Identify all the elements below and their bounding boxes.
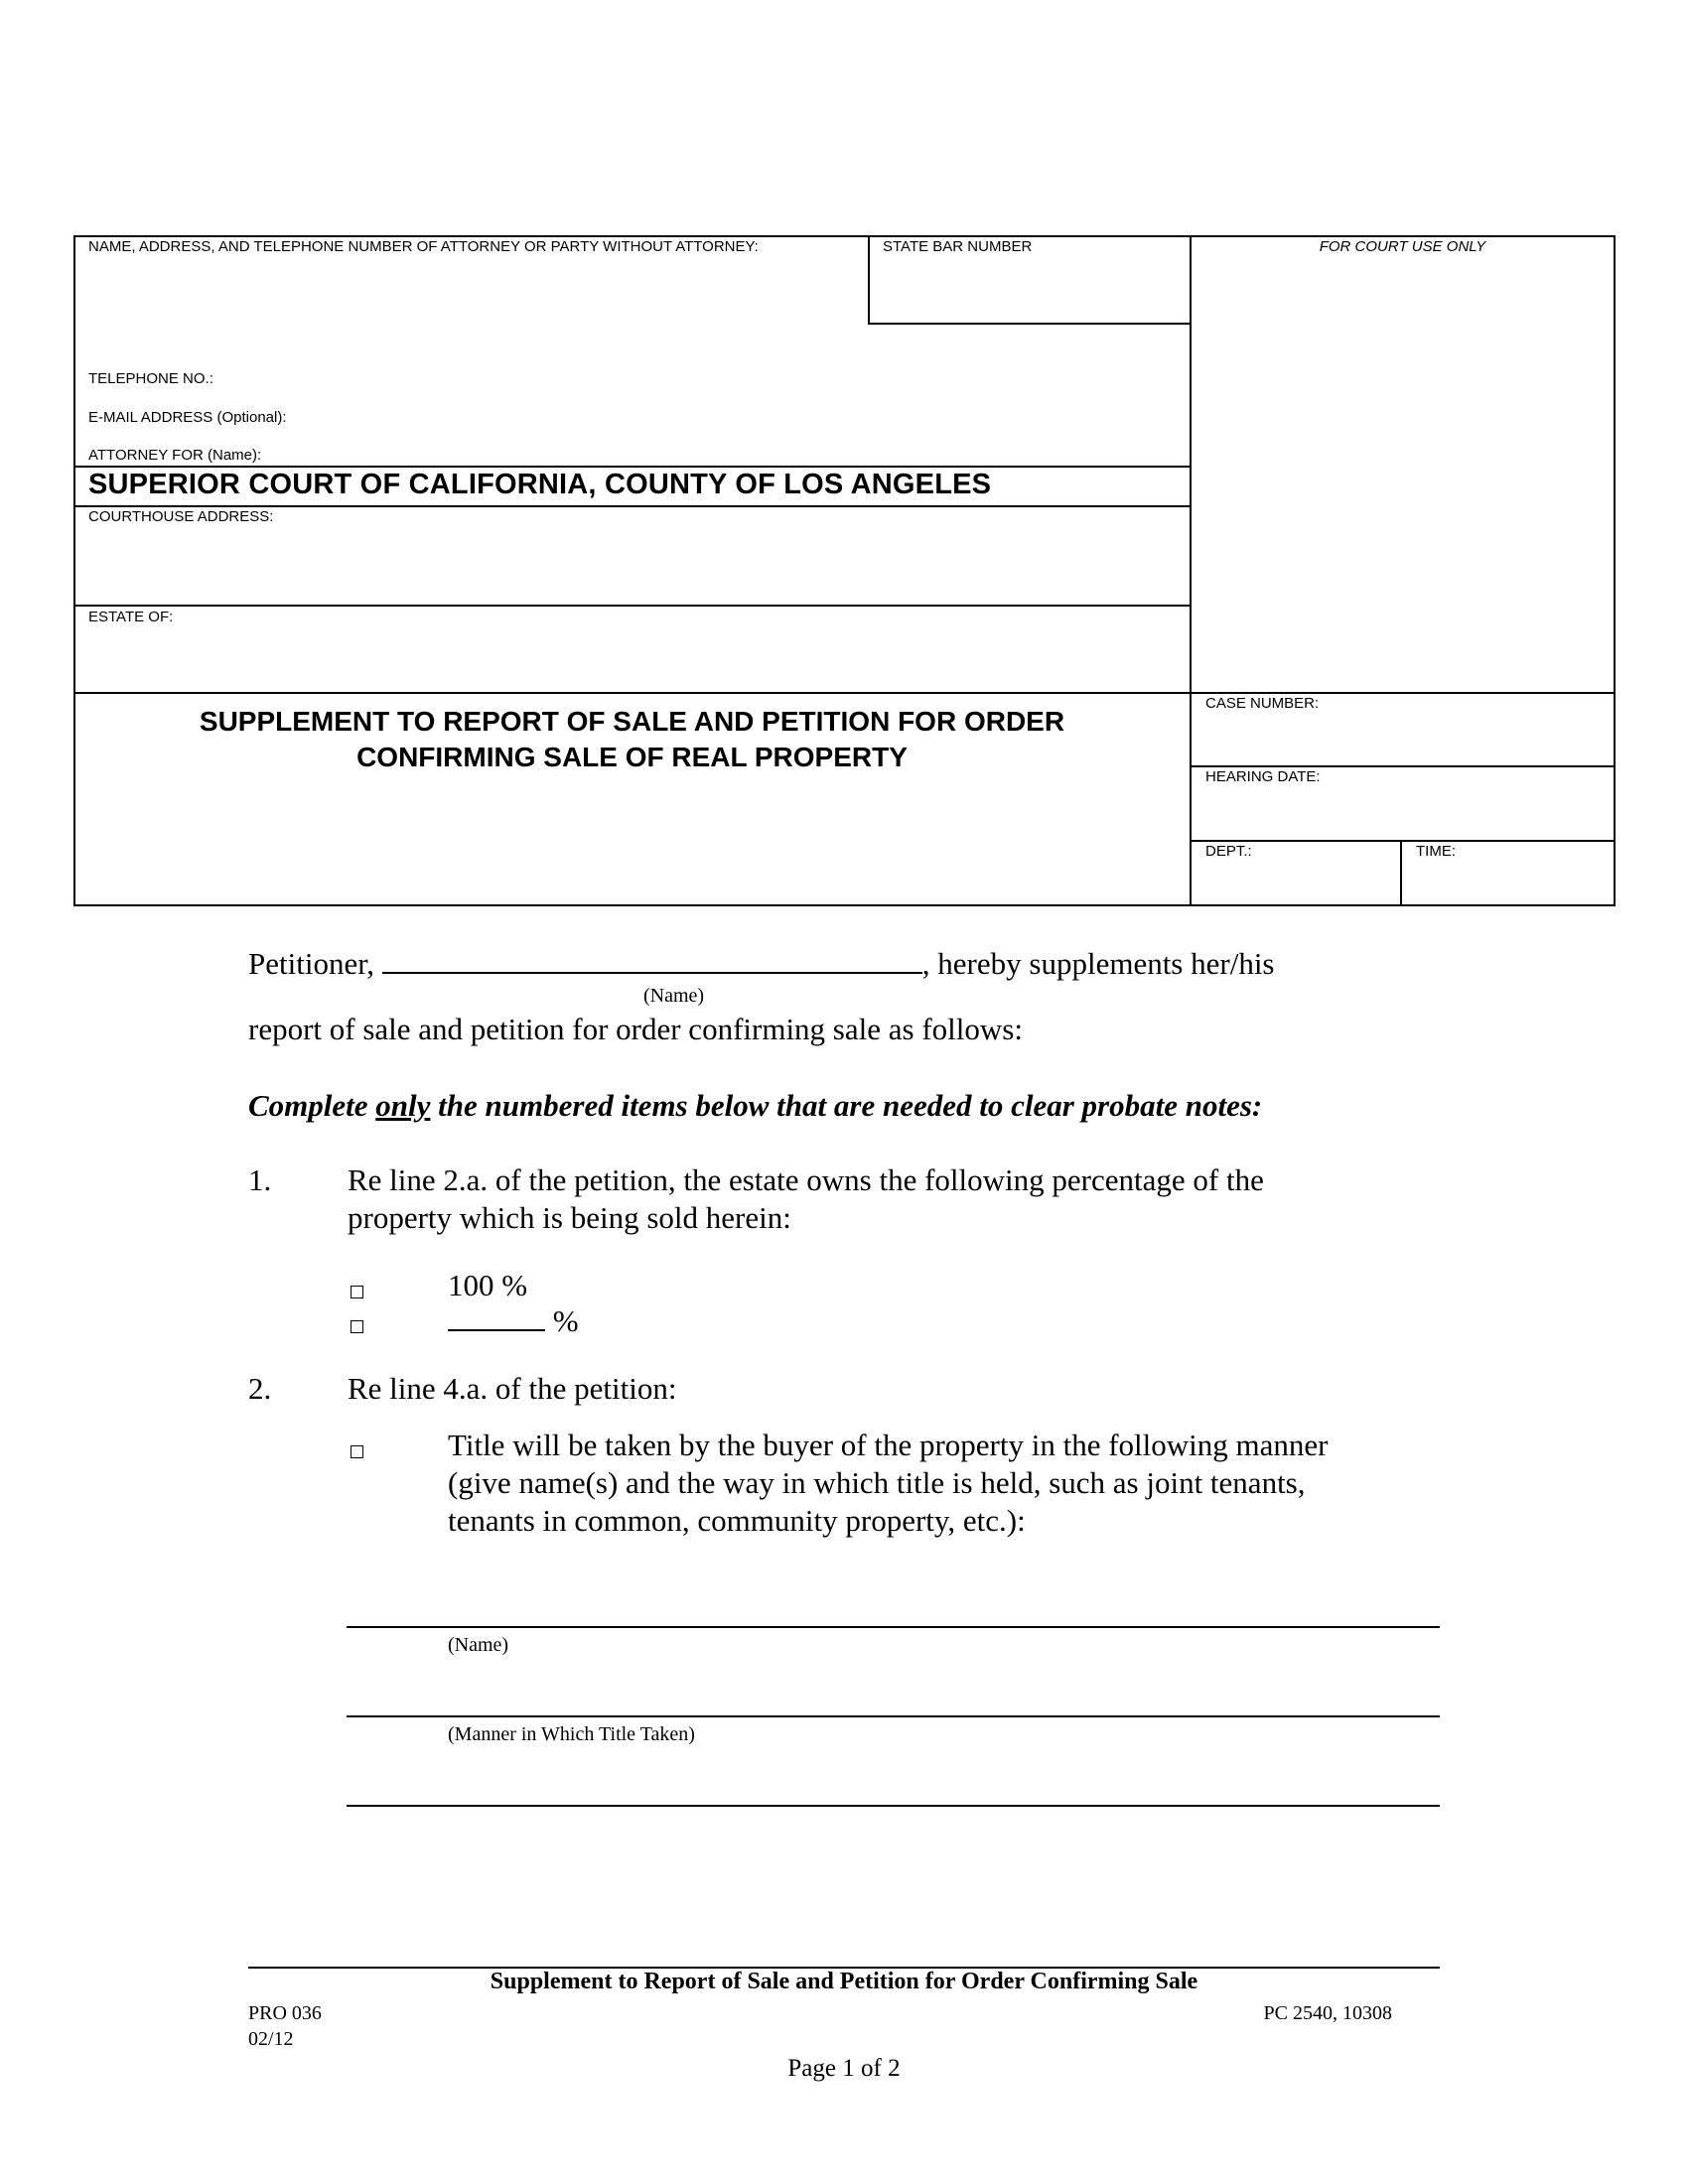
hearing-date-label: HEARING DATE: — [1205, 768, 1321, 785]
buyer-name-field[interactable] — [347, 1626, 1440, 1628]
title-manner-field[interactable] — [347, 1715, 1440, 1717]
item1-other-percent-checkbox[interactable] — [351, 1320, 363, 1333]
item1-line2: property which is being sold herein: — [348, 1200, 791, 1235]
petitioner-suffix: , hereby supplements her/his — [921, 946, 1275, 981]
footer-form-date: 02/12 — [248, 2028, 294, 2050]
state-bar-divider — [868, 235, 870, 324]
petitioner-line — [248, 945, 1275, 983]
petitioner-prefix: Petitioner, — [248, 946, 375, 981]
attorney-header-label: NAME, ADDRESS, AND TELEPHONE NUMBER OF ATTORNEY OR PARTY WITHOUT ATTORNEY: — [88, 238, 759, 255]
case-number-label: CASE NUMBER: — [1205, 695, 1320, 712]
state-bar-label: STATE BAR NUMBER — [883, 238, 1033, 255]
buyer-name-caption: (Name) — [448, 1634, 509, 1656]
footer-code-refs: PC 2540, 10308 — [1263, 2002, 1392, 2024]
footer-title: Supplement to Report of Sale and Petition for Order Confirming Sale — [490, 1969, 1198, 1994]
instruction-text — [248, 1087, 1262, 1125]
item2-check-line3: tenants in common, community property, etc.): — [448, 1503, 1026, 1538]
dept-label: DEPT.: — [1205, 843, 1252, 860]
form-title-line2: CONFIRMING SALE OF REAL PROPERTY — [356, 742, 908, 772]
item1-other-percent-line — [448, 1302, 579, 1340]
item1-100-percent-checkbox[interactable] — [351, 1286, 363, 1298]
item1-number: 1. — [248, 1162, 272, 1197]
item2-check-line1: Title will be taken by the buyer of the property in the following manner — [448, 1428, 1329, 1462]
footer-page-number: Page 1 of 2 — [787, 2055, 901, 2082]
instruction-post: the numbered items below that are needed to clear probate notes: — [430, 1088, 1263, 1123]
instruction-pre: Complete — [248, 1088, 376, 1123]
form-title-line1: SUPPLEMENT TO REPORT OF SALE AND PETITION FOR ORDER — [199, 706, 1065, 737]
title-manner-caption: (Manner in Which Title Taken) — [448, 1723, 695, 1745]
court-use-divider — [1190, 235, 1192, 906]
state-bar-bottom — [868, 323, 1191, 325]
court-name-top-rule — [73, 466, 1191, 468]
time-label: TIME: — [1416, 843, 1456, 860]
petitioner-line-2: report of sale and petition for order confirming sale as follows: — [248, 1012, 1023, 1046]
estate-top-rule — [73, 605, 1191, 607]
item1-percent-sign: % — [552, 1303, 579, 1338]
petitioner-name-field[interactable] — [382, 946, 922, 974]
courthouse-address-label: COURTHOUSE ADDRESS: — [88, 508, 274, 525]
footer-form-number: PRO 036 — [248, 2002, 322, 2024]
item1-line1: Re line 2.a. of the petition, the estate owns the following percentage of the — [348, 1162, 1264, 1197]
instruction-only: only — [375, 1088, 431, 1123]
court-name: SUPERIOR COURT OF CALIFORNIA, COUNTY OF LOS ANGELES — [88, 469, 992, 500]
caption-box — [73, 235, 1616, 906]
hearing-date-top-rule — [1190, 765, 1616, 767]
estate-of-label: ESTATE OF: — [88, 609, 174, 625]
court-use-label: FOR COURT USE ONLY — [1319, 238, 1486, 255]
title-top-rule — [73, 692, 1616, 694]
email-label: E-MAIL ADDRESS (Optional): — [88, 409, 287, 426]
item1-100-percent-label: 100 % — [448, 1268, 528, 1302]
item1-percent-field[interactable] — [448, 1303, 545, 1331]
title-manner-field-2[interactable] — [347, 1805, 1440, 1807]
item2-title-checkbox[interactable] — [351, 1445, 363, 1458]
petitioner-name-caption: (Name) — [643, 985, 705, 1007]
item2-text: Re line 4.a. of the petition: — [348, 1371, 677, 1406]
item2-number: 2. — [248, 1371, 272, 1406]
dept-top-rule — [1190, 840, 1616, 842]
dept-time-divider — [1400, 840, 1402, 906]
court-name-bottom-rule — [73, 505, 1191, 507]
form-title — [73, 704, 1191, 775]
attorney-for-label: ATTORNEY FOR (Name): — [88, 447, 262, 464]
telephone-label: TELEPHONE NO.: — [88, 370, 213, 387]
item2-check-line2: (give name(s) and the way in which title is held, such as joint tenants, — [448, 1465, 1306, 1500]
